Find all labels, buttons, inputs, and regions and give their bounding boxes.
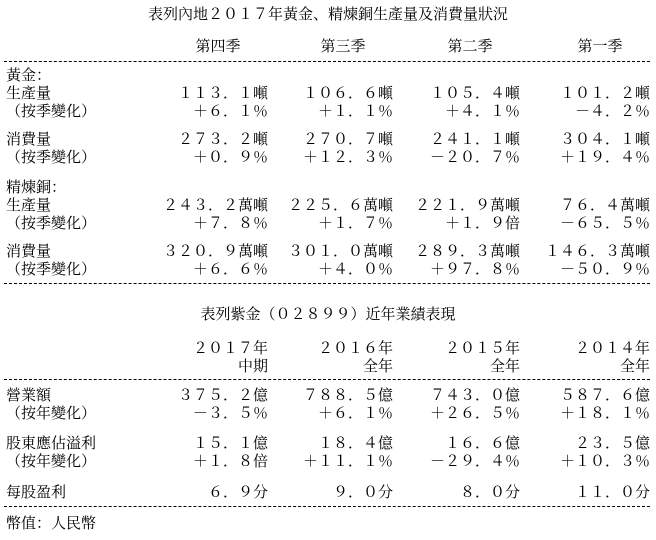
cell-q1: －５０．９％ <box>559 260 650 278</box>
section-label-row <box>0 66 656 84</box>
table-row <box>0 434 656 452</box>
cell-q4: ＋０．９％ <box>192 148 268 166</box>
cell-q2: ＋９７．８％ <box>429 260 520 278</box>
cell-q4: ３２０．９萬噸 <box>162 242 268 260</box>
table-row <box>0 102 656 120</box>
currency-note: 幣值：人民幣 <box>6 514 97 532</box>
table-row <box>0 214 656 232</box>
footer-row <box>0 514 656 532</box>
row-label: （按年變化） <box>6 404 97 422</box>
cell-q3: ＋１．７％ <box>317 214 393 232</box>
header-year-2017: ２０１７年 <box>192 339 268 357</box>
table-row <box>0 386 656 404</box>
table-row <box>0 483 656 501</box>
table2-title: 表列紫金（０２８９９）近年業績表現 <box>200 305 456 323</box>
header-period: 全年 <box>619 357 650 375</box>
cell-2015: １６．６億 <box>444 434 520 452</box>
cell-2014: ２３．５億 <box>574 434 650 452</box>
table-row <box>0 260 656 278</box>
cell-q2: ２２１．９萬噸 <box>414 196 520 214</box>
row-label: 股東應佔溢利 <box>6 434 97 452</box>
cell-2014: ５８７．６億 <box>559 386 650 404</box>
cell-q2: ＋４．１％ <box>444 102 520 120</box>
row-label: 營業額 <box>6 386 52 404</box>
header-period: 全年 <box>362 357 393 375</box>
cell-2016: ＋１１．１％ <box>302 452 393 470</box>
cell-q4: ＋６．１％ <box>192 102 268 120</box>
cell-q4: １１３．１噸 <box>177 84 268 102</box>
divider-line <box>4 61 650 62</box>
cell-q3: ３０１．０萬噸 <box>287 242 393 260</box>
cell-q1: ７６．４萬噸 <box>559 196 650 214</box>
cell-q2: ２４１．１噸 <box>429 130 520 148</box>
cell-q1: １４６．３萬噸 <box>544 242 650 260</box>
cell-q2: －２０．７％ <box>429 148 520 166</box>
copper-section-label: 精煉銅： <box>6 178 67 196</box>
cell-q1: ３０４．１噸 <box>559 130 650 148</box>
section-label-row <box>0 178 656 196</box>
divider-line <box>4 283 650 284</box>
row-label: 生產量 <box>6 196 52 214</box>
cell-q2: １０５．４噸 <box>429 84 520 102</box>
cell-q2: ＋１．９倍 <box>444 214 520 232</box>
table2-period-header-row <box>0 357 656 375</box>
row-label: （按季變化） <box>6 148 97 166</box>
row-label: （按季變化） <box>6 260 97 278</box>
cell-2014: １１．０分 <box>574 483 650 501</box>
cell-2016: １８．４億 <box>317 434 393 452</box>
cell-q1: １０１．２噸 <box>559 84 650 102</box>
cell-q3: ＋１２．３％ <box>302 148 393 166</box>
cell-2016: ＋６．１％ <box>317 404 393 422</box>
row-label: 生產量 <box>6 84 52 102</box>
table-row <box>0 130 656 148</box>
table2-year-header-row <box>0 339 656 357</box>
row-label: （按季變化） <box>6 102 97 120</box>
table-row <box>0 242 656 260</box>
cell-2017: ＋１．８倍 <box>192 452 268 470</box>
cell-2017: －３．５％ <box>192 404 268 422</box>
cell-q3: ２２５．６萬噸 <box>287 196 393 214</box>
cell-q1: ＋１９．４％ <box>559 148 650 166</box>
header-year-2014: ２０１４年 <box>574 339 650 357</box>
cell-q1: －６５．５％ <box>559 214 650 232</box>
table-row <box>0 196 656 214</box>
cell-q4: ２４３．２萬噸 <box>162 196 268 214</box>
cell-2014: ＋１０．３％ <box>559 452 650 470</box>
header-q3: 第三季 <box>320 37 366 55</box>
cell-q3: １０６．６噸 <box>302 84 393 102</box>
header-year-2015: ２０１５年 <box>444 339 520 357</box>
cell-2017: ３７５．２億 <box>177 386 268 404</box>
table-row <box>0 84 656 102</box>
table-row <box>0 404 656 422</box>
cell-2014: ＋１８．１％ <box>559 404 650 422</box>
header-q1: 第一季 <box>577 37 623 55</box>
table-row <box>0 148 656 166</box>
cell-2015: ８．０分 <box>459 483 520 501</box>
cell-2016: ７８８．５億 <box>302 386 393 404</box>
table-row <box>0 452 656 470</box>
header-q4: 第四季 <box>195 37 241 55</box>
table1-header-row <box>0 37 656 55</box>
cell-q4: ＋６．６％ <box>192 260 268 278</box>
cell-2015: －２９．４％ <box>429 452 520 470</box>
divider-line <box>4 506 650 507</box>
cell-q4: ＋７．８％ <box>192 214 268 232</box>
cell-2017: １５．１億 <box>192 434 268 452</box>
header-year-2016: ２０１６年 <box>317 339 393 357</box>
cell-2015: ＋２６．５％ <box>429 404 520 422</box>
cell-q1: －４．２％ <box>574 102 650 120</box>
gold-section-label: 黃金： <box>6 66 52 84</box>
cell-2016: ９．０分 <box>332 483 393 501</box>
cell-2017: ６．９分 <box>207 483 268 501</box>
table1-title: 表列內地２０１７年黃金、精煉銅生產量及消費量狀況 <box>147 5 508 23</box>
cell-q3: ＋４．０％ <box>317 260 393 278</box>
row-label: 每股盈利 <box>6 483 67 501</box>
cell-q3: ２７０．７噸 <box>302 130 393 148</box>
cell-2015: ７４３．０億 <box>429 386 520 404</box>
divider-line <box>4 379 650 380</box>
row-label: （按季變化） <box>6 214 97 232</box>
cell-q3: ＋１．１％ <box>317 102 393 120</box>
cell-q2: ２８９．３萬噸 <box>414 242 520 260</box>
row-label: 消費量 <box>6 130 52 148</box>
header-q2: 第二季 <box>447 37 493 55</box>
row-label: 消費量 <box>6 242 52 260</box>
cell-q4: ２７３．２噸 <box>177 130 268 148</box>
header-period: 全年 <box>489 357 520 375</box>
header-period: 中期 <box>237 357 268 375</box>
row-label: （按年變化） <box>6 452 97 470</box>
